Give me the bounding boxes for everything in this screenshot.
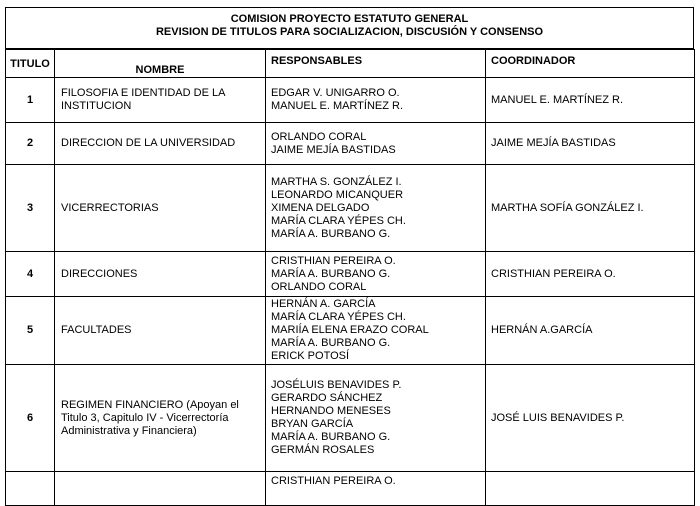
- column-header-responsables: RESPONSABLES: [266, 50, 486, 78]
- responsables-cell-line: GERARDO SÁNCHEZ: [271, 392, 383, 404]
- responsables-cell: [266, 123, 486, 165]
- nombre-cell-line: Titulo 3, Capitulo IV - Vicerrectoría: [61, 411, 229, 424]
- nombre-cell-line: VICERRECTORIAS: [61, 201, 159, 214]
- nombre-cell: [55, 365, 266, 472]
- responsables-cell: [266, 365, 486, 472]
- responsables-cell: [266, 472, 486, 506]
- responsables-cell-line: MARÍA A. BURBANO G.: [271, 337, 391, 349]
- nombre-cell-line: INSTITUCION: [61, 100, 132, 112]
- responsables-cell-line: JAIME MEJÍA BASTIDAS: [271, 143, 396, 156]
- coordinador-cell: MARTHA SOFÍA GONZÁLEZ I.: [486, 165, 695, 252]
- responsables-cell-line: EDGAR V. UNIGARRO O.: [271, 87, 400, 99]
- document-sheet: [5, 7, 694, 506]
- header-title-line2: REVISION DE TITULOS PARA SOCIALIZACION, DISCUSIÓN Y CONSENSO: [155, 26, 544, 38]
- responsables-cell-line: ORLANDO CORAL: [271, 280, 367, 293]
- responsables-cell-line: BRYAN GARCÍA: [271, 418, 354, 430]
- coordinador-cell: JAIME MEJÍA BASTIDAS: [486, 123, 695, 165]
- titles-table: [5, 49, 695, 506]
- nombre-cell: [55, 297, 266, 365]
- nombre-cell-line: DIRECCION DE LA UNIVERSIDAD: [61, 137, 236, 149]
- responsables-cell-line: HERNANDO MENESES: [271, 405, 391, 417]
- responsables-cell-line: GERMÁN ROSALES: [271, 444, 375, 456]
- titulo-number: 4: [6, 252, 55, 297]
- responsables-cell-line: HERNÁN A. GARCÍA: [271, 298, 376, 310]
- coordinador-cell: [486, 472, 695, 506]
- table-row: [6, 165, 695, 252]
- table-row: [6, 123, 695, 165]
- nombre-cell: [55, 165, 266, 252]
- column-header-coordinador: COORDINADOR: [486, 50, 695, 78]
- responsables-cell-line: CRISTHIAN PEREIRA O.: [271, 254, 396, 267]
- responsables-cell: [266, 297, 486, 365]
- responsables-cell-line: LEONARDO MICANQUER: [271, 188, 404, 201]
- titulo-number: 5: [6, 297, 55, 365]
- responsables-cell-line: MARÍA A. BURBANO G.: [271, 431, 391, 443]
- responsables-cell: [266, 78, 486, 123]
- titulo-number: [6, 472, 55, 506]
- responsables-cell-line: MARIÍA ELENA ERAZO CORAL: [271, 324, 429, 336]
- table-body: [6, 78, 695, 506]
- table-row: [6, 297, 695, 365]
- responsables-cell-line: ORLANDO CORAL: [271, 130, 367, 143]
- table-row: [6, 252, 695, 297]
- titulo-number: 1: [6, 78, 55, 123]
- nombre-cell-line: Administrativa y Financiera): [61, 424, 197, 437]
- nombre-cell: [55, 252, 266, 297]
- coordinador-cell: JOSÉ LUIS BENAVIDES P.: [486, 365, 695, 472]
- titulo-number: 6: [6, 365, 55, 472]
- nombre-cell: [55, 78, 266, 123]
- nombre-cell-line: FACULTADES: [61, 324, 132, 336]
- coordinador-cell: CRISTHIAN PEREIRA O.: [486, 252, 695, 297]
- column-header-titulo: TITULO: [6, 50, 55, 78]
- nombre-cell-line: REGIMEN FINANCIERO (Apoyan el: [61, 398, 239, 411]
- responsables-cell-line: ERICK POTOSÍ: [271, 350, 350, 362]
- responsables-cell-line: JOSÉLUIS BENAVIDES P.: [271, 379, 402, 391]
- responsables-cell-line: CRISTHIAN PEREIRA O.: [271, 475, 396, 487]
- responsables-cell-line: MARTHA S. GONZÁLEZ I.: [271, 175, 402, 188]
- document-header: [5, 7, 694, 49]
- responsables-cell: [266, 165, 486, 252]
- responsables-cell-line: MARÍA CLARA YÉPES CH.: [271, 214, 406, 227]
- nombre-cell: [55, 472, 266, 506]
- responsables-cell: [266, 252, 486, 297]
- nombre-cell-line: FILOSOFIA E IDENTIDAD DE LA: [61, 87, 226, 99]
- coordinador-cell: MANUEL E. MARTÍNEZ R.: [486, 78, 695, 123]
- responsables-cell-line: MARÍA A. BURBANO G.: [271, 267, 391, 280]
- responsables-cell-line: MARÍA A. BURBANO G.: [271, 227, 391, 240]
- titulo-number: 3: [6, 165, 55, 252]
- responsables-cell-line: XIMENA DELGADO: [271, 201, 370, 214]
- table-row: [6, 365, 695, 472]
- coordinador-cell: HERNÁN A.GARCÍA: [486, 297, 695, 365]
- column-header-nombre: NOMBRE: [55, 50, 266, 78]
- titulo-number: 2: [6, 123, 55, 165]
- responsables-cell-line: MARÍA CLARA YÉPES CH.: [271, 311, 406, 323]
- table-row: [6, 78, 695, 123]
- responsables-cell-line: MANUEL E. MARTÍNEZ R.: [271, 100, 404, 112]
- table-row: [6, 472, 695, 506]
- table-header-row: [6, 50, 695, 78]
- header-title-line1: COMISION PROYECTO ESTATUTO GENERAL: [230, 13, 469, 25]
- nombre-cell: [55, 123, 266, 165]
- nombre-cell-line: DIRECCIONES: [61, 267, 138, 280]
